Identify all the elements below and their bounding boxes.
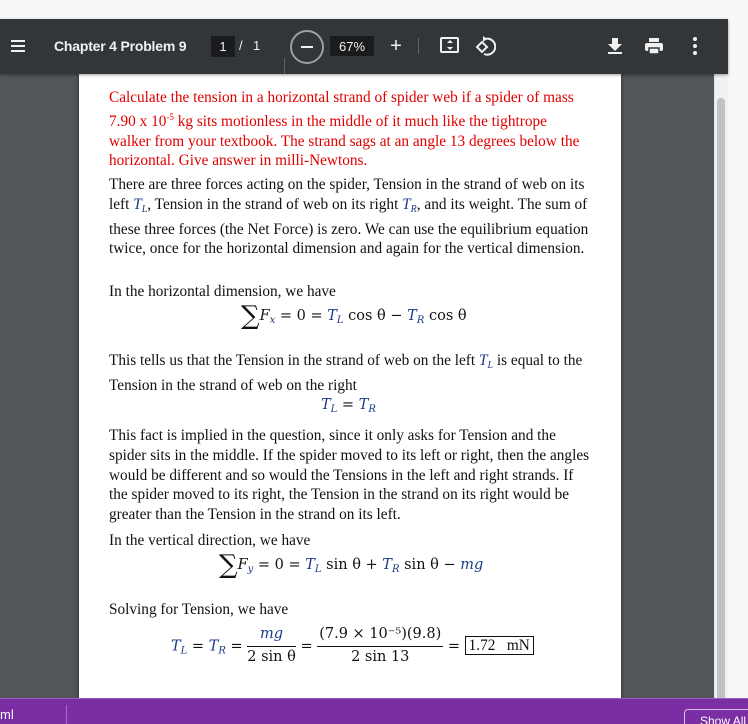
rotate-icon[interactable] — [474, 35, 496, 57]
pdf-toolbar — [0, 19, 728, 74]
zoom-in-button[interactable]: + — [390, 35, 402, 57]
paragraph-solving: Solving for Tension, we have — [109, 601, 289, 618]
equation-horizontal: $\sum F_x = 0 = T_L$ $\cos \theta - T_R$ cos θ — [241, 301, 467, 331]
page-separator: / — [239, 38, 243, 53]
fraction-mg: $\frac{mg}{\text{2 sin θ}}$ — [247, 626, 296, 665]
download-file-label[interactable]: ml — [0, 707, 14, 722]
download-icon[interactable] — [605, 36, 625, 56]
paragraph-implied-fact: This fact is implied in the question, since it only asks for Tension and the spider sits in the middle. If the spider moved to its left or right, then the angles would be different and so would the Tensions in the left and right strands. If the spider moved to its right, the Tension in the strand on its right would be greater than the Tension in the strand on its left. — [109, 427, 590, 524]
menu-icon[interactable] — [8, 36, 28, 56]
download-bar-divider — [66, 705, 67, 724]
paragraph-vertical-intro: In the vertical direction, we have — [109, 532, 311, 549]
print-icon[interactable] — [644, 36, 664, 56]
top-strip — [0, 0, 748, 19]
equation-tl-equals-tr: $T_L = T_R$ — [321, 397, 376, 415]
minus-icon — [301, 46, 313, 48]
equation-solution: $T_L = T_R$ = $\frac{mg}{\text{2 sin θ}}$ = $\frac{\text{(7.9 × 10⁻⁵)(9.8)}}{2 \sin 13}$ = 1.72 mN — [171, 625, 534, 668]
paragraph-horizontal-intro: In the horizontal dimension, we have — [109, 283, 336, 300]
question-text: Calculate the tension in a horizontal strand of spider web if a spider of mass 7.90 x $10^{-5}$ kg sits motionless in the middle of it much like the tightrope walker from your textbook. The strand sags at an angle 13 degrees below the horizontal. Give answer in milli-Newtons. — [109, 89, 580, 170]
right-edge — [728, 19, 748, 699]
fraction-numeric: $\frac{\text{(7.9 × 10⁻⁵)(9.8)}}{2 \sin 13}$ — [319, 626, 442, 665]
answer-box: 1.72 mN — [465, 636, 534, 655]
scrollbar-thumb[interactable] — [717, 98, 725, 698]
pdf-page — [79, 74, 621, 698]
document-title: Chapter 4 Problem 9 — [54, 38, 187, 54]
zoom-level-input[interactable]: 67% — [330, 36, 374, 56]
pdf-viewer[interactable] — [0, 74, 714, 698]
more-options-icon[interactable] — [685, 36, 705, 56]
page-number-input[interactable]: 1 — [211, 36, 235, 57]
toolbar-divider — [418, 38, 419, 54]
zoom-out-button[interactable] — [290, 30, 324, 64]
equation-vertical: $\sum F_y = 0 = T_L$ $\sin \theta + T_R$ sin θ − mg — [219, 550, 484, 580]
page-total: 1 — [253, 38, 261, 53]
download-bar — [0, 698, 748, 724]
paragraph-forces: There are three forces acting on the spider, Tension in the strand of web on its left $T_L$, Tension in the strand of web on its right $T_R$, and its weight. The sum of these three forces (the Net Force) is zero. We can use the equilibrium equation twice, once for the horizontal dimension and again for the vertical dimension. — [109, 176, 589, 258]
paragraph-equal-tension: This tells us that the Tension in the strand of web on the left $T_L$ is equal to the Tension in the strand of web on the right — [109, 352, 583, 394]
fit-to-page-icon[interactable] — [440, 37, 459, 53]
toolbar-divider — [284, 58, 285, 74]
show-all-button[interactable]: Show All — [684, 709, 748, 724]
